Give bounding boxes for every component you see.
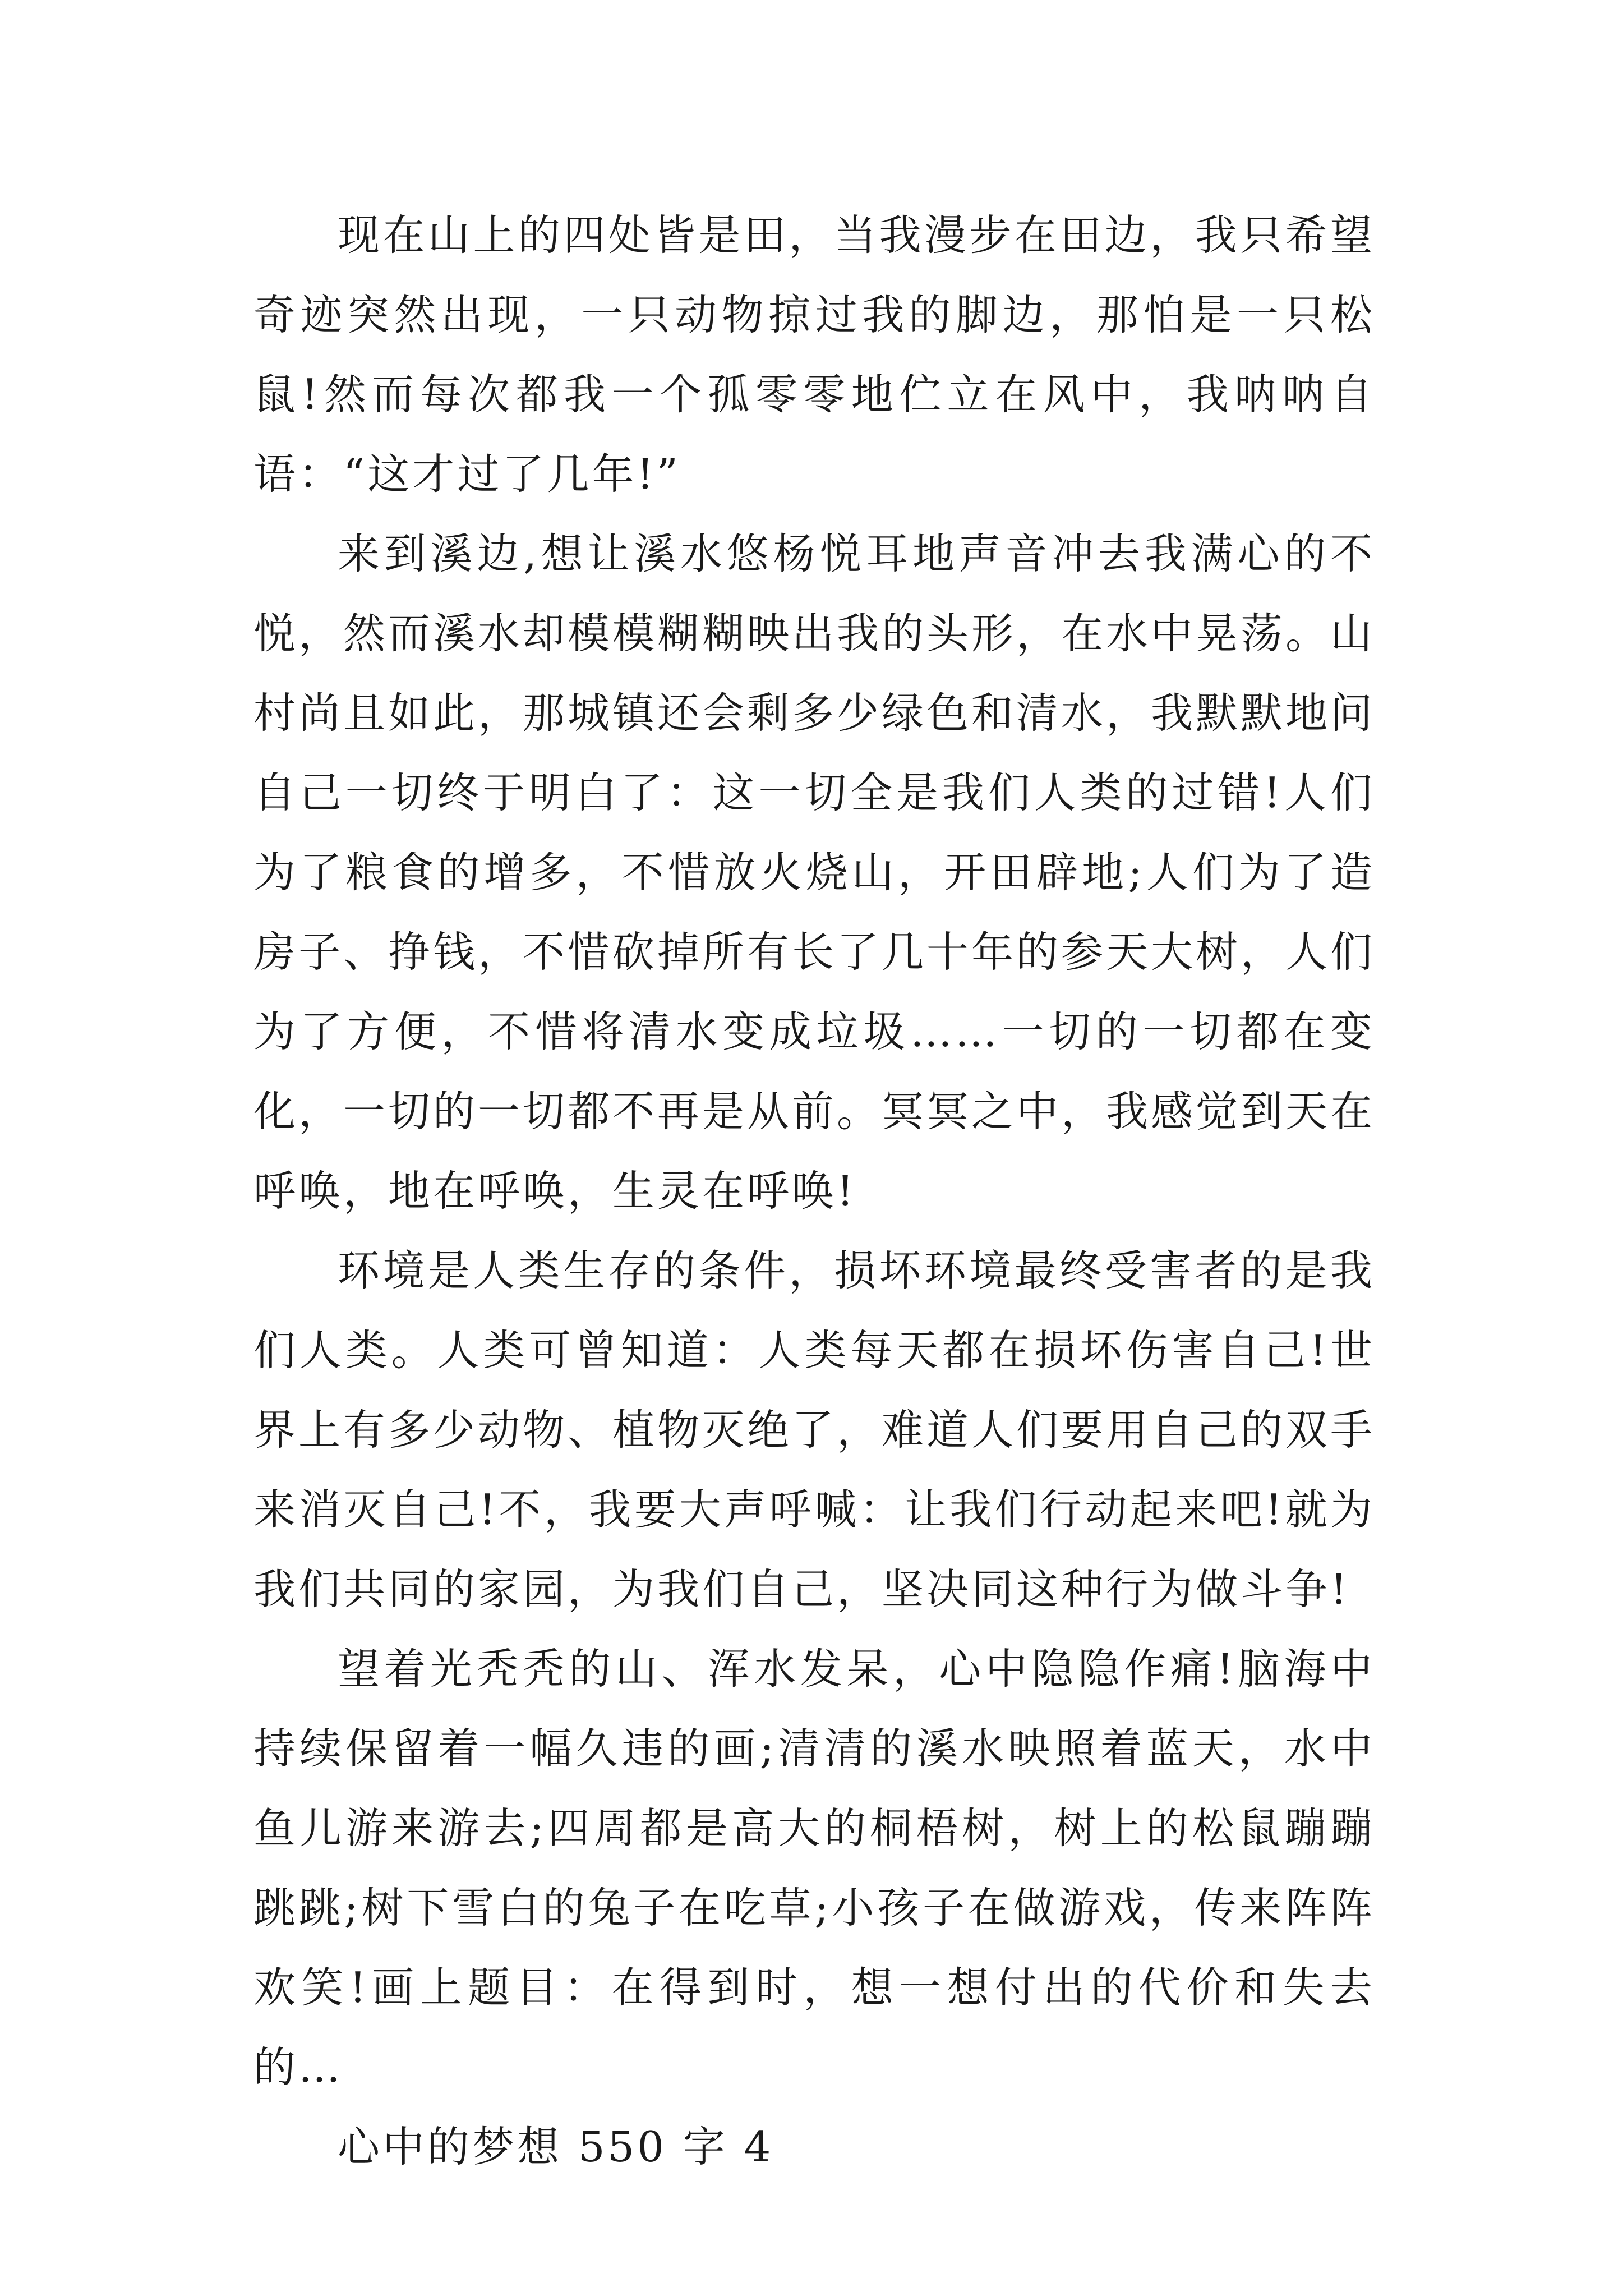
article-body [253,195,1375,2187]
paragraph-4: 望着光秃秃的山、浑水发呆，心中隐隐作痛!脑海中持续保留着一幅久违的画;清清的溪水映照着蓝天，水中鱼儿游来游去;四周都是高大的桐梧树，树上的松鼠蹦蹦跳跳;树下雪白的兔子在吃草;小孩子在做游戏，传来阵阵欢笑!画上题目：在得到时，想一想付出的代价和失去的… [253,1644,1375,2092]
paragraph-1: 现在山上的四处皆是田，当我漫步在田边，我只希望奇迹突然出现，一只动物掠过我的脚边，那怕是一只松鼠!然而每次都我一个孤零零地伫立在风中，我呐呐自语：“这才过了几年!” [253,210,1375,499]
paragraph-3: 环境是人类生存的条件，损坏环境最终受害者的是我们人类。人类可曾知道：人类每天都在损坏伤害自己!世界上有多少动物、植物灭绝了，难道人们要用自己的双手来消灭自己!不，我要大声呼喊：让我们行动起来吧!就为我们共同的家园，为我们自己，坚决同这种行为做斗争! [253,1246,1376,1614]
paragraph-2: 来到溪边,想让溪水悠杨悦耳地声音冲去我满心的不悦，然而溪水却模模糊糊映出我的头形，在水中晃荡。山村尚且如此，那城镇还会剩多少绿色和清水，我默默地问自己一切终于明白了：这一切全是我们人类的过错!人们为了粮食的增多，不惜放火烧山，开田辟地;人们为了造房子、挣钱，不惜砍掉所有长了几十年的参天大树，人们为了方便，不惜将清水变成垃圾……一切的一切都在变化，一切的一切都不再是从前。冥冥之中，我感觉到天在呼唤，地在呼唤，生灵在呼唤! [253,529,1376,1216]
section-heading: 心中的梦想 550 字 4 [338,2122,774,2171]
